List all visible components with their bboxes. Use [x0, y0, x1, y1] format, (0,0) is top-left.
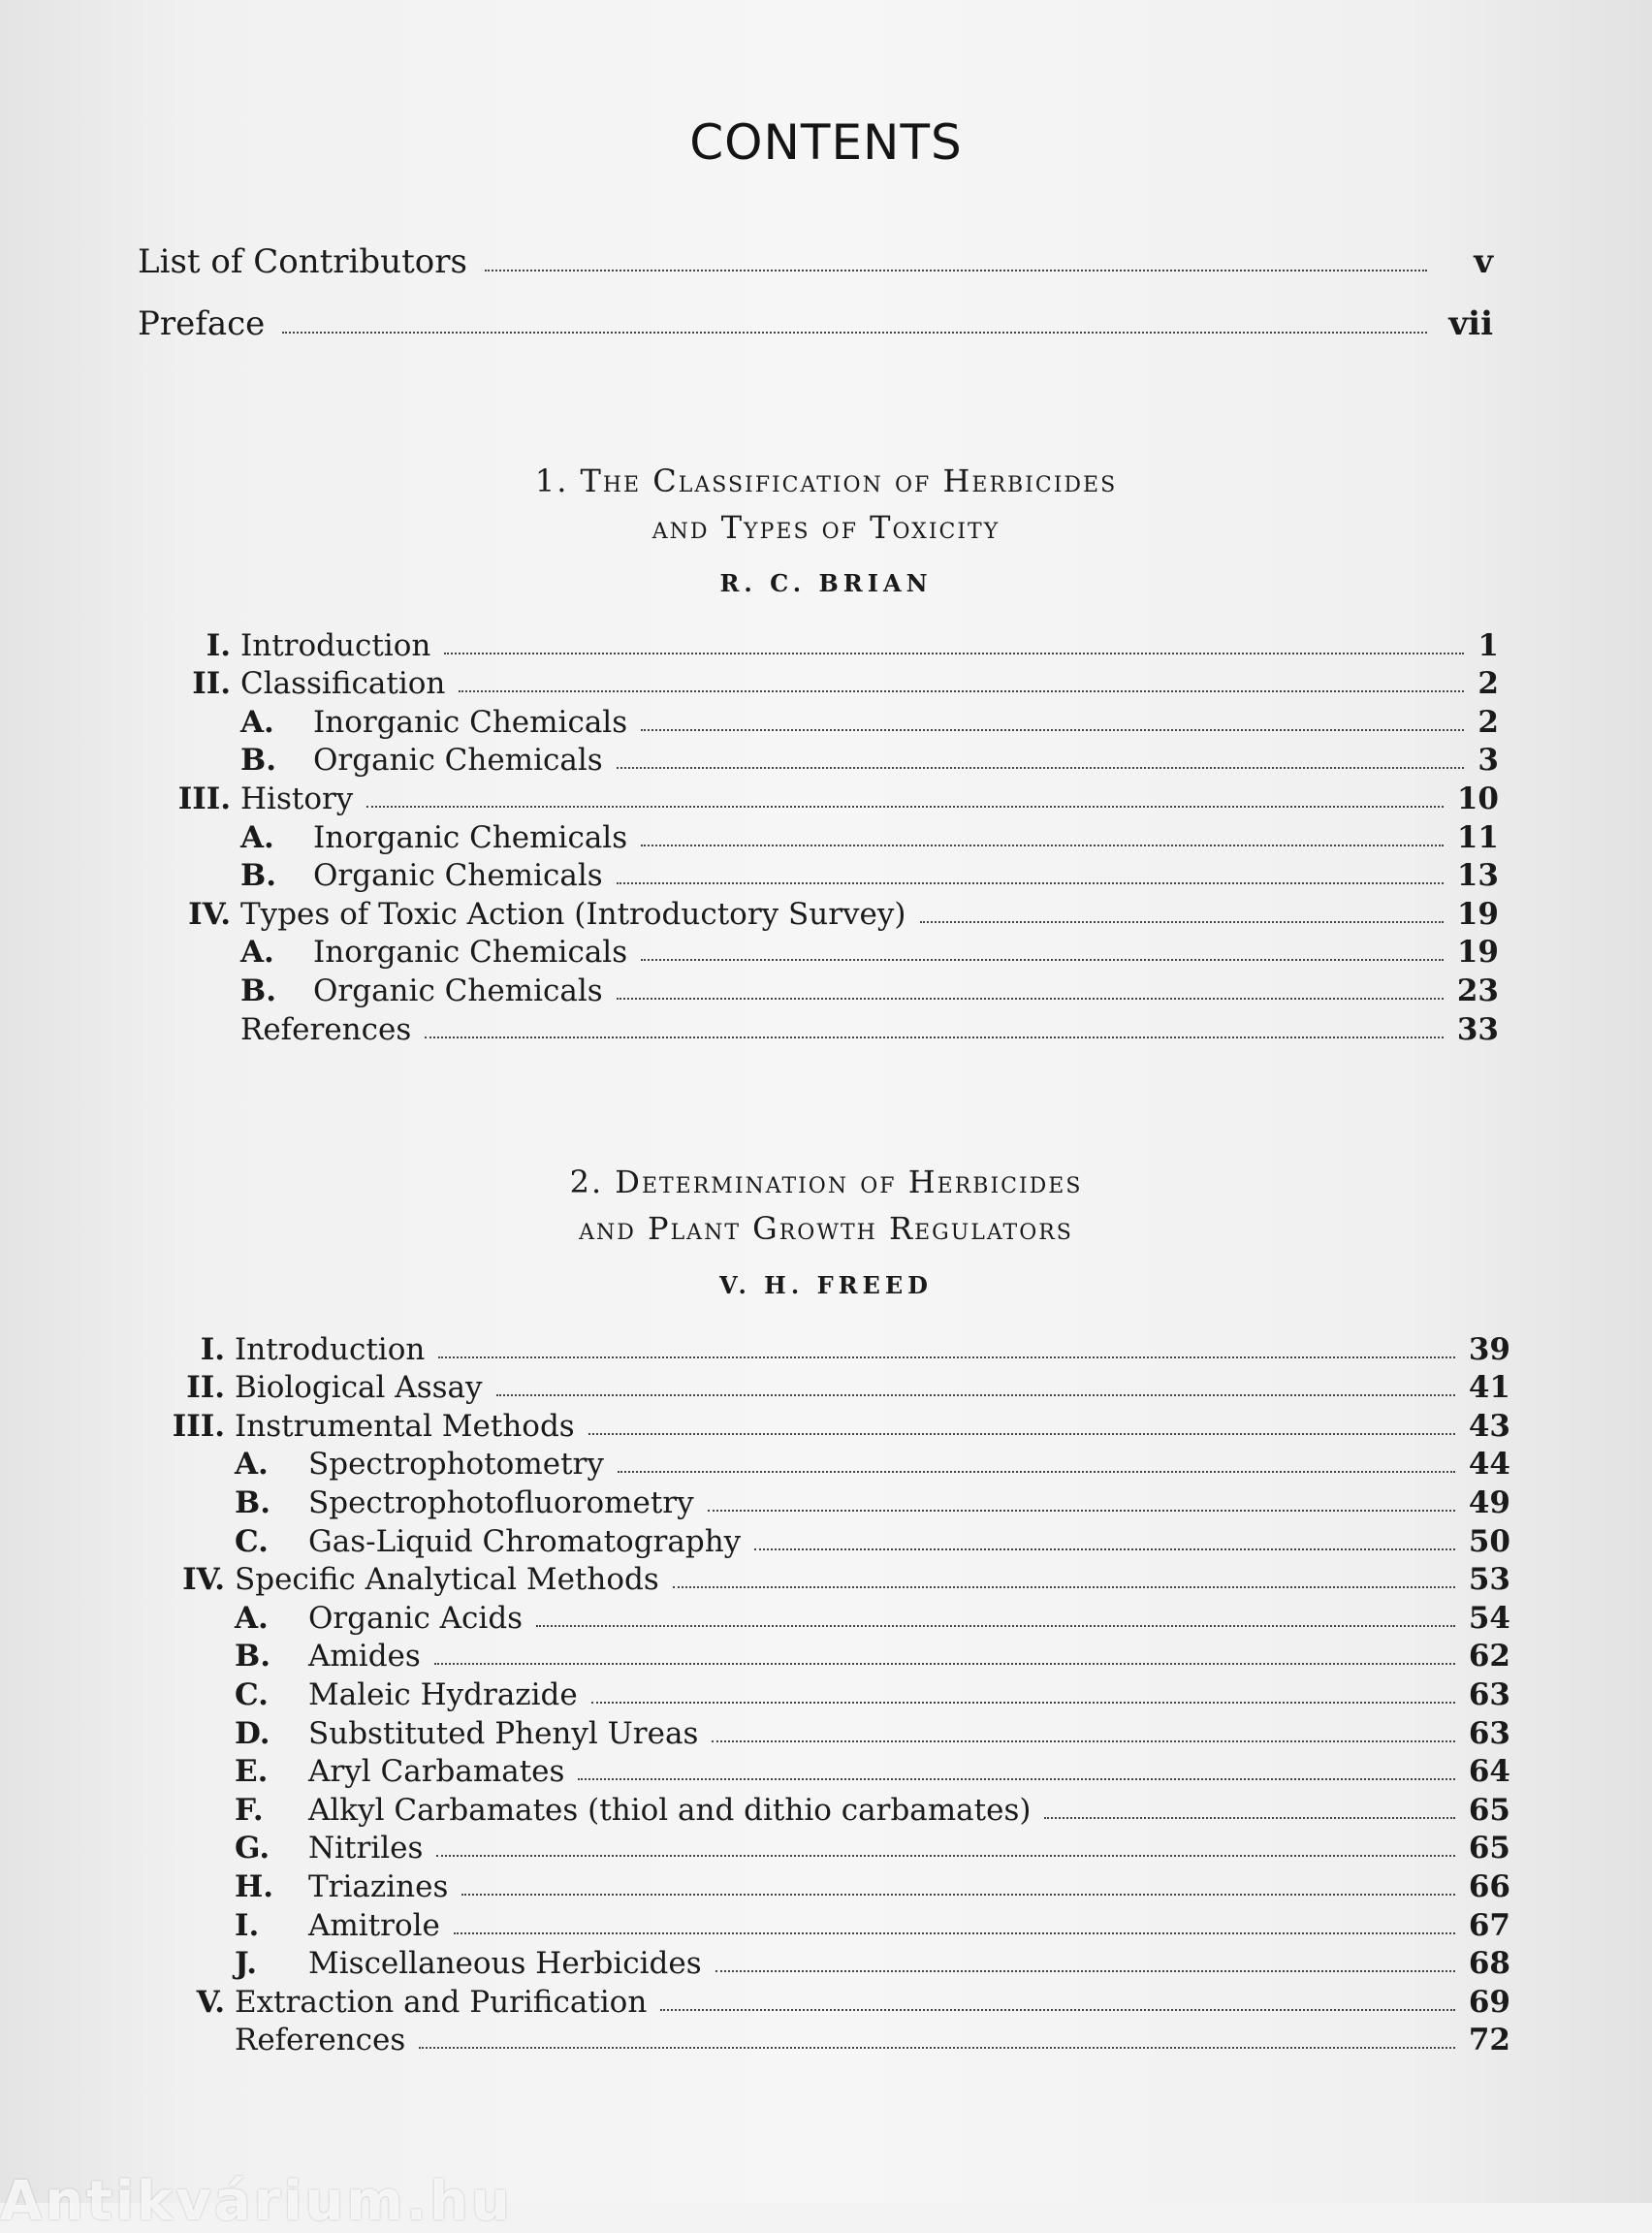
- toc-entry: [145, 1559, 1510, 1598]
- dot-leader: [282, 332, 1427, 334]
- toc-entry-title: Organic Chemicals: [313, 743, 603, 779]
- toc-entry: [155, 893, 1499, 932]
- toc-entry-page: 1: [1477, 627, 1499, 663]
- dot-leader: [660, 2009, 1455, 2011]
- toc-entry-page: 33: [1456, 1011, 1499, 1047]
- toc-entry: [145, 1828, 1510, 1866]
- toc-entry-page: 68: [1468, 1946, 1510, 1982]
- toc-entry-page: 72: [1468, 2023, 1510, 2058]
- toc-entry: [145, 2020, 1510, 2058]
- chapter-heading-line: 1. The Classification of Herbicides: [534, 463, 1118, 499]
- toc-entry-page: 54: [1468, 1600, 1510, 1636]
- dot-leader: [754, 1548, 1455, 1550]
- toc-entry-title: Substituted Phenyl Ureas: [308, 1715, 699, 1751]
- toc-entry: [145, 1636, 1510, 1675]
- toc-entry-number: A.: [240, 819, 274, 855]
- toc-entry-number: B.: [240, 743, 276, 779]
- toc-entry-number: II.: [192, 666, 231, 702]
- toc-entry: [145, 1981, 1510, 2020]
- toc-entry-title: Organic Acids: [308, 1600, 524, 1636]
- toc-entry: [155, 816, 1499, 855]
- toc-entry-page: 19: [1456, 896, 1499, 932]
- chapter-2-toc: [145, 1328, 1510, 2058]
- chapter-heading-line: and Types of Toxicity: [651, 509, 1001, 546]
- toc-entry-number: III.: [177, 781, 231, 816]
- toc-entry-page: 41: [1468, 1370, 1510, 1406]
- chapter-2-author: V. H. FREED: [719, 1271, 933, 1299]
- toc-entry-number: III.: [172, 1408, 225, 1444]
- watermark: Antikvárium.hu: [0, 2170, 513, 2233]
- toc-entry-page: 43: [1468, 1408, 1510, 1444]
- dot-leader: [461, 1894, 1455, 1896]
- dot-leader: [920, 921, 1444, 923]
- dot-leader: [641, 845, 1444, 846]
- page-title: CONTENTS: [689, 114, 963, 171]
- toc-entry: [145, 1751, 1510, 1790]
- toc-entry: [145, 1789, 1510, 1828]
- toc-entry-number: F.: [235, 1792, 264, 1828]
- front-matter-label: Preface: [138, 304, 266, 343]
- toc-entry-number: A.: [235, 1600, 269, 1636]
- dot-leader: [425, 1037, 1444, 1038]
- dot-leader: [588, 1433, 1455, 1435]
- toc-entry-number: C.: [235, 1676, 269, 1712]
- toc-entry-page: 23: [1456, 973, 1499, 1008]
- toc-entry-number: E.: [235, 1754, 269, 1790]
- dot-leader: [1044, 1817, 1454, 1819]
- toc-entry-page: 66: [1468, 1868, 1510, 1904]
- toc-entry-title: Gas-Liquid Chromatography: [308, 1523, 742, 1559]
- toc-entry: [155, 624, 1499, 663]
- toc-entry: [145, 1405, 1510, 1444]
- toc-entry-page: 65: [1468, 1831, 1510, 1866]
- toc-entry-page: 44: [1468, 1447, 1510, 1483]
- toc-entry-title: Alkyl Carbamates (thiol and dithio carbamates): [308, 1792, 1032, 1828]
- dot-leader: [454, 1932, 1455, 1934]
- toc-entry-number: I.: [200, 1331, 225, 1367]
- dot-leader: [434, 1663, 1455, 1665]
- toc-entry: [145, 1866, 1510, 1904]
- toc-entry-page: 64: [1468, 1754, 1510, 1790]
- dot-leader: [536, 1625, 1455, 1627]
- toc-entry: [155, 855, 1499, 894]
- front-matter-page: v: [1474, 242, 1493, 281]
- toc-entry: [155, 932, 1499, 971]
- front-matter-preface: [138, 295, 1493, 343]
- toc-entry-number: IV.: [188, 896, 231, 932]
- toc-entry-number: J.: [235, 1946, 258, 1982]
- toc-entry: [155, 663, 1499, 702]
- toc-entry-number: I.: [206, 627, 231, 663]
- chapter-heading-line: 2. Determination of Herbicides: [569, 1164, 1083, 1200]
- toc-entry-title: References: [240, 1011, 412, 1047]
- dot-leader: [591, 1702, 1455, 1704]
- toc-entry-title: Aryl Carbamates: [308, 1754, 565, 1790]
- toc-entry-number: B.: [235, 1639, 270, 1675]
- dot-leader: [496, 1394, 1455, 1396]
- dot-leader: [578, 1778, 1454, 1780]
- toc-entry-title: Organic Chemicals: [313, 973, 603, 1008]
- dot-leader: [459, 690, 1464, 692]
- toc-entry-number: B.: [240, 858, 276, 894]
- chapter-1-heading: [0, 458, 1652, 551]
- toc-entry-number: V.: [196, 1984, 225, 2020]
- chapter-2-heading: [0, 1159, 1652, 1252]
- toc-entry-number: C.: [235, 1523, 269, 1559]
- toc-entry-title: Spectrophotometry: [308, 1447, 604, 1483]
- toc-entry: [145, 1444, 1510, 1483]
- toc-entry-number: A.: [235, 1447, 269, 1483]
- dot-leader: [715, 1970, 1455, 1972]
- toc-entry-page: 19: [1456, 935, 1499, 971]
- toc-entry-title: Instrumental Methods: [235, 1408, 575, 1444]
- toc-entry-number: IV.: [182, 1562, 225, 1598]
- toc-entry: [145, 1674, 1510, 1712]
- toc-entry-title: Triazines: [308, 1868, 449, 1904]
- toc-entry: [145, 1520, 1510, 1559]
- dot-leader: [366, 806, 1444, 808]
- dot-leader: [444, 653, 1464, 654]
- toc-entry-page: 67: [1468, 1907, 1510, 1943]
- toc-entry-page: 65: [1468, 1792, 1510, 1828]
- toc-entry-page: 3: [1477, 743, 1499, 779]
- toc-entry: [155, 740, 1499, 779]
- toc-entry-title: Maleic Hydrazide: [308, 1676, 578, 1712]
- front-matter-contributors: [138, 233, 1493, 281]
- toc-entry-title: Inorganic Chemicals: [313, 704, 628, 740]
- toc-entry-page: 50: [1468, 1523, 1510, 1559]
- dot-leader: [617, 767, 1465, 769]
- toc-entry: [145, 1328, 1510, 1367]
- dot-leader: [419, 2047, 1455, 2049]
- toc-entry-number: A.: [240, 704, 274, 740]
- chapter-heading-line: and Plant Growth Regulators: [579, 1210, 1073, 1247]
- toc-entry-title: Inorganic Chemicals: [313, 819, 628, 855]
- dot-leader: [673, 1586, 1455, 1588]
- toc-entry: [155, 778, 1499, 816]
- dot-leader: [641, 729, 1464, 731]
- toc-entry-title: Introduction: [240, 627, 431, 663]
- toc-entry-number: II.: [186, 1370, 225, 1406]
- toc-entry-title: Classification: [240, 666, 446, 702]
- toc-entry: [155, 970, 1499, 1008]
- toc-entry-title: Introduction: [235, 1331, 426, 1367]
- toc-entry-title: Amitrole: [308, 1907, 440, 1943]
- toc-entry-page: 63: [1468, 1715, 1510, 1751]
- toc-entry: [145, 1482, 1510, 1520]
- toc-entry: [145, 1943, 1510, 1982]
- toc-entry-title: Extraction and Purification: [235, 1984, 648, 2020]
- dot-leader: [617, 998, 1444, 1000]
- toc-entry-number: B.: [235, 1484, 270, 1520]
- toc-entry: [155, 701, 1499, 740]
- dot-leader: [641, 959, 1444, 961]
- toc-entry-page: 62: [1468, 1639, 1510, 1675]
- toc-entry-number: A.: [240, 935, 274, 971]
- toc-entry-page: 13: [1456, 858, 1499, 894]
- toc-entry-number: I.: [235, 1907, 260, 1943]
- chapter-1-toc: [155, 624, 1499, 1047]
- toc-entry: [155, 1008, 1499, 1047]
- toc-entry-number: H.: [235, 1868, 274, 1904]
- toc-entry-page: 2: [1477, 666, 1499, 702]
- toc-entry-title: Inorganic Chemicals: [313, 935, 628, 971]
- toc-entry-page: 63: [1468, 1676, 1510, 1712]
- toc-entry-page: 69: [1468, 1984, 1510, 2020]
- front-matter-label: List of Contributors: [138, 242, 467, 281]
- dot-leader: [438, 1356, 1455, 1358]
- toc-entry-title: References: [235, 2023, 406, 2058]
- dot-leader: [708, 1510, 1455, 1512]
- toc-entry-title: Specific Analytical Methods: [235, 1562, 659, 1598]
- toc-entry-page: 11: [1456, 819, 1499, 855]
- toc-entry-page: 53: [1468, 1562, 1510, 1598]
- toc-entry-title: Organic Chemicals: [313, 858, 603, 894]
- toc-entry-title: Nitriles: [308, 1831, 424, 1866]
- toc-entry: [145, 1597, 1510, 1636]
- toc-entry-number: B.: [240, 973, 276, 1008]
- toc-entry-page: 10: [1456, 781, 1499, 816]
- dot-leader: [618, 1471, 1455, 1473]
- dot-leader: [436, 1855, 1454, 1857]
- toc-entry: [145, 1367, 1510, 1406]
- toc-entry-page: 2: [1477, 704, 1499, 740]
- chapter-1-author: R. C. BRIAN: [719, 569, 933, 597]
- toc-entry-number: D.: [235, 1715, 270, 1751]
- toc-entry-number: G.: [235, 1831, 270, 1866]
- dot-leader: [712, 1740, 1455, 1742]
- toc-entry-page: 49: [1468, 1484, 1510, 1520]
- toc-entry: [145, 1904, 1510, 1943]
- dot-leader: [617, 882, 1444, 884]
- dot-leader: [485, 270, 1427, 271]
- toc-entry-title: Spectrophotofluorometry: [308, 1484, 694, 1520]
- toc-entry-title: Amides: [308, 1639, 421, 1675]
- toc-entry-title: History: [240, 781, 354, 816]
- toc-entry: [145, 1712, 1510, 1751]
- front-matter-page: vii: [1448, 304, 1493, 343]
- toc-entry-title: Types of Toxic Action (Introductory Survey): [240, 896, 906, 932]
- toc-entry-title: Biological Assay: [235, 1370, 483, 1406]
- toc-entry-title: Miscellaneous Herbicides: [308, 1946, 702, 1982]
- toc-entry-page: 39: [1468, 1331, 1510, 1367]
